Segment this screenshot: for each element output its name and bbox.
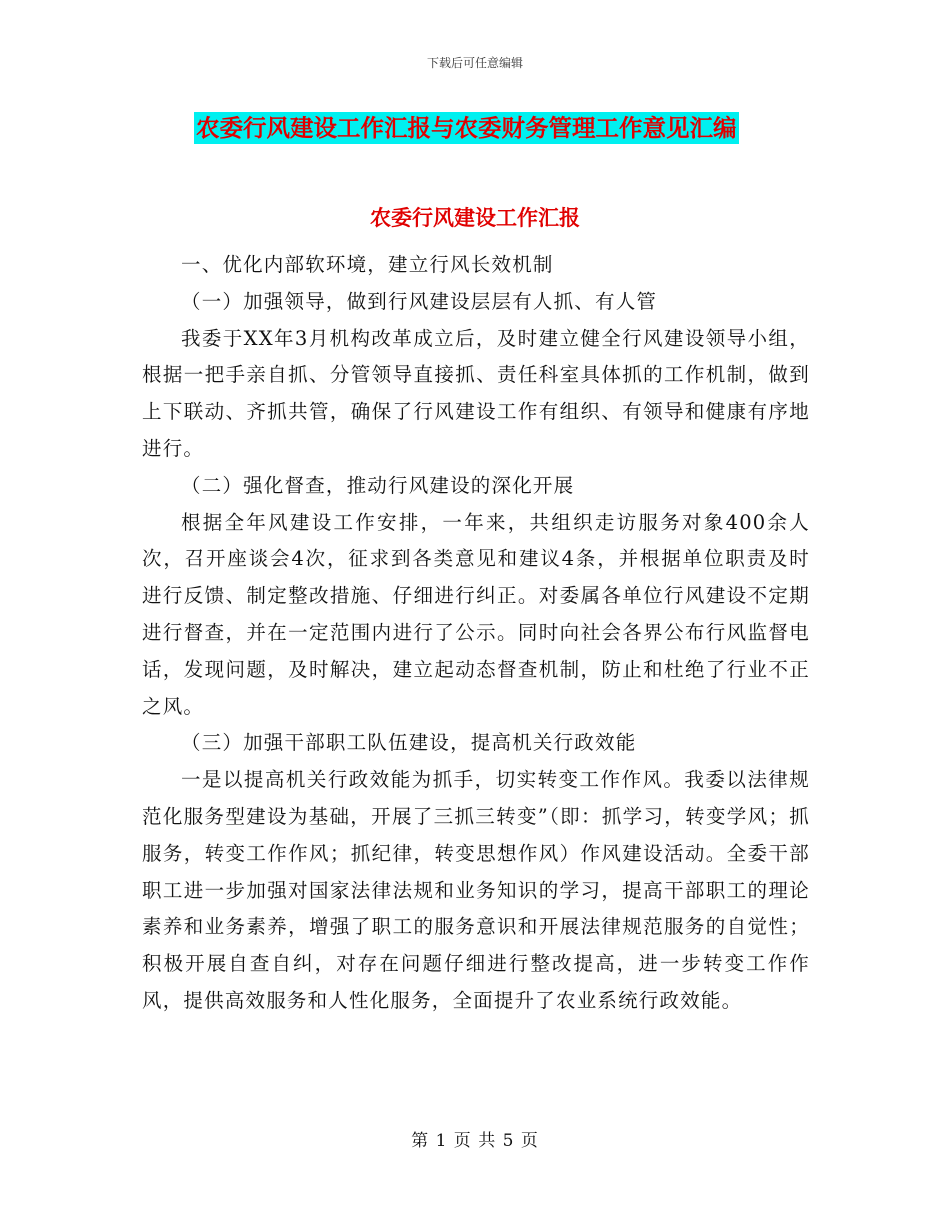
paragraph-body-2: 根据全年风建设工作安排，一年来，共组织走访服务对象400余人次，召开座谈会4次，征求到各类意见和建议4条，并根据单位职责及时进行反馈、制定整改措施、仔细进行纠正。对委属各单位行风建设不定期进行督查，并在一定范围内进行了公示。同时向社会各界公布行风监督电话，发现问题，及时解决，建立起动态督查机制，防止和杜绝了行业不正之风。 [142, 510, 810, 718]
paragraph-body-1: 我委于XX年3月机构改革成立后，及时建立健全行风建设领导小组，根据一把手亲自抓、分管领导直接抓、责任科室具体抓的工作机制，做到上下联动、齐抓共管，确保了行风建设工作有组织、有领导和健康有序地进行。 [142, 326, 810, 460]
header-note: 下载后可任意编辑 [426, 56, 523, 70]
paragraph-subheading-1: （一）加强领导，做到行风建设层层有人抓、有人管 [181, 289, 658, 313]
paragraph-heading-1: 一、优化内部软环境，建立行风长效机制 [181, 253, 554, 276]
paragraph-subheading-3: （三）加强干部职工队伍建设，提高机关行政效能 [181, 731, 637, 755]
document-body [142, 247, 810, 1020]
paragraph-subheading-2: （二）强化督查，推动行风建设的深化开展 [181, 473, 575, 497]
section-title: 农委行风建设工作汇报 [370, 206, 580, 230]
paragraph-body-3: 一是以提高机关行政效能为抓手，切实转变工作作风。我委以法律规范化服务型建设为基础，开展了三抓三转变”（即：抓学习，转变学风；抓服务，转变工作作风；抓纪律，转变思想作风）作风建设活动。全委干部职工进一步加强对国家法律法规和业务知识的学习，提高干部职工的理论素养和业务素养，增强了职工的服务意识和开展法律规范服务的自觉性；积极开展自查自纠，对存在问题仔细进行整改提高，进一步转变工作作风，提供高效服务和人性化服务，全面提升了农业系统行政效能。 [142, 768, 810, 1012]
page-number: 第 1 页 共 5 页 [411, 1131, 539, 1151]
document-main-title: 农委行风建设工作汇报与农委财务管理工作意见汇编 [196, 114, 737, 142]
